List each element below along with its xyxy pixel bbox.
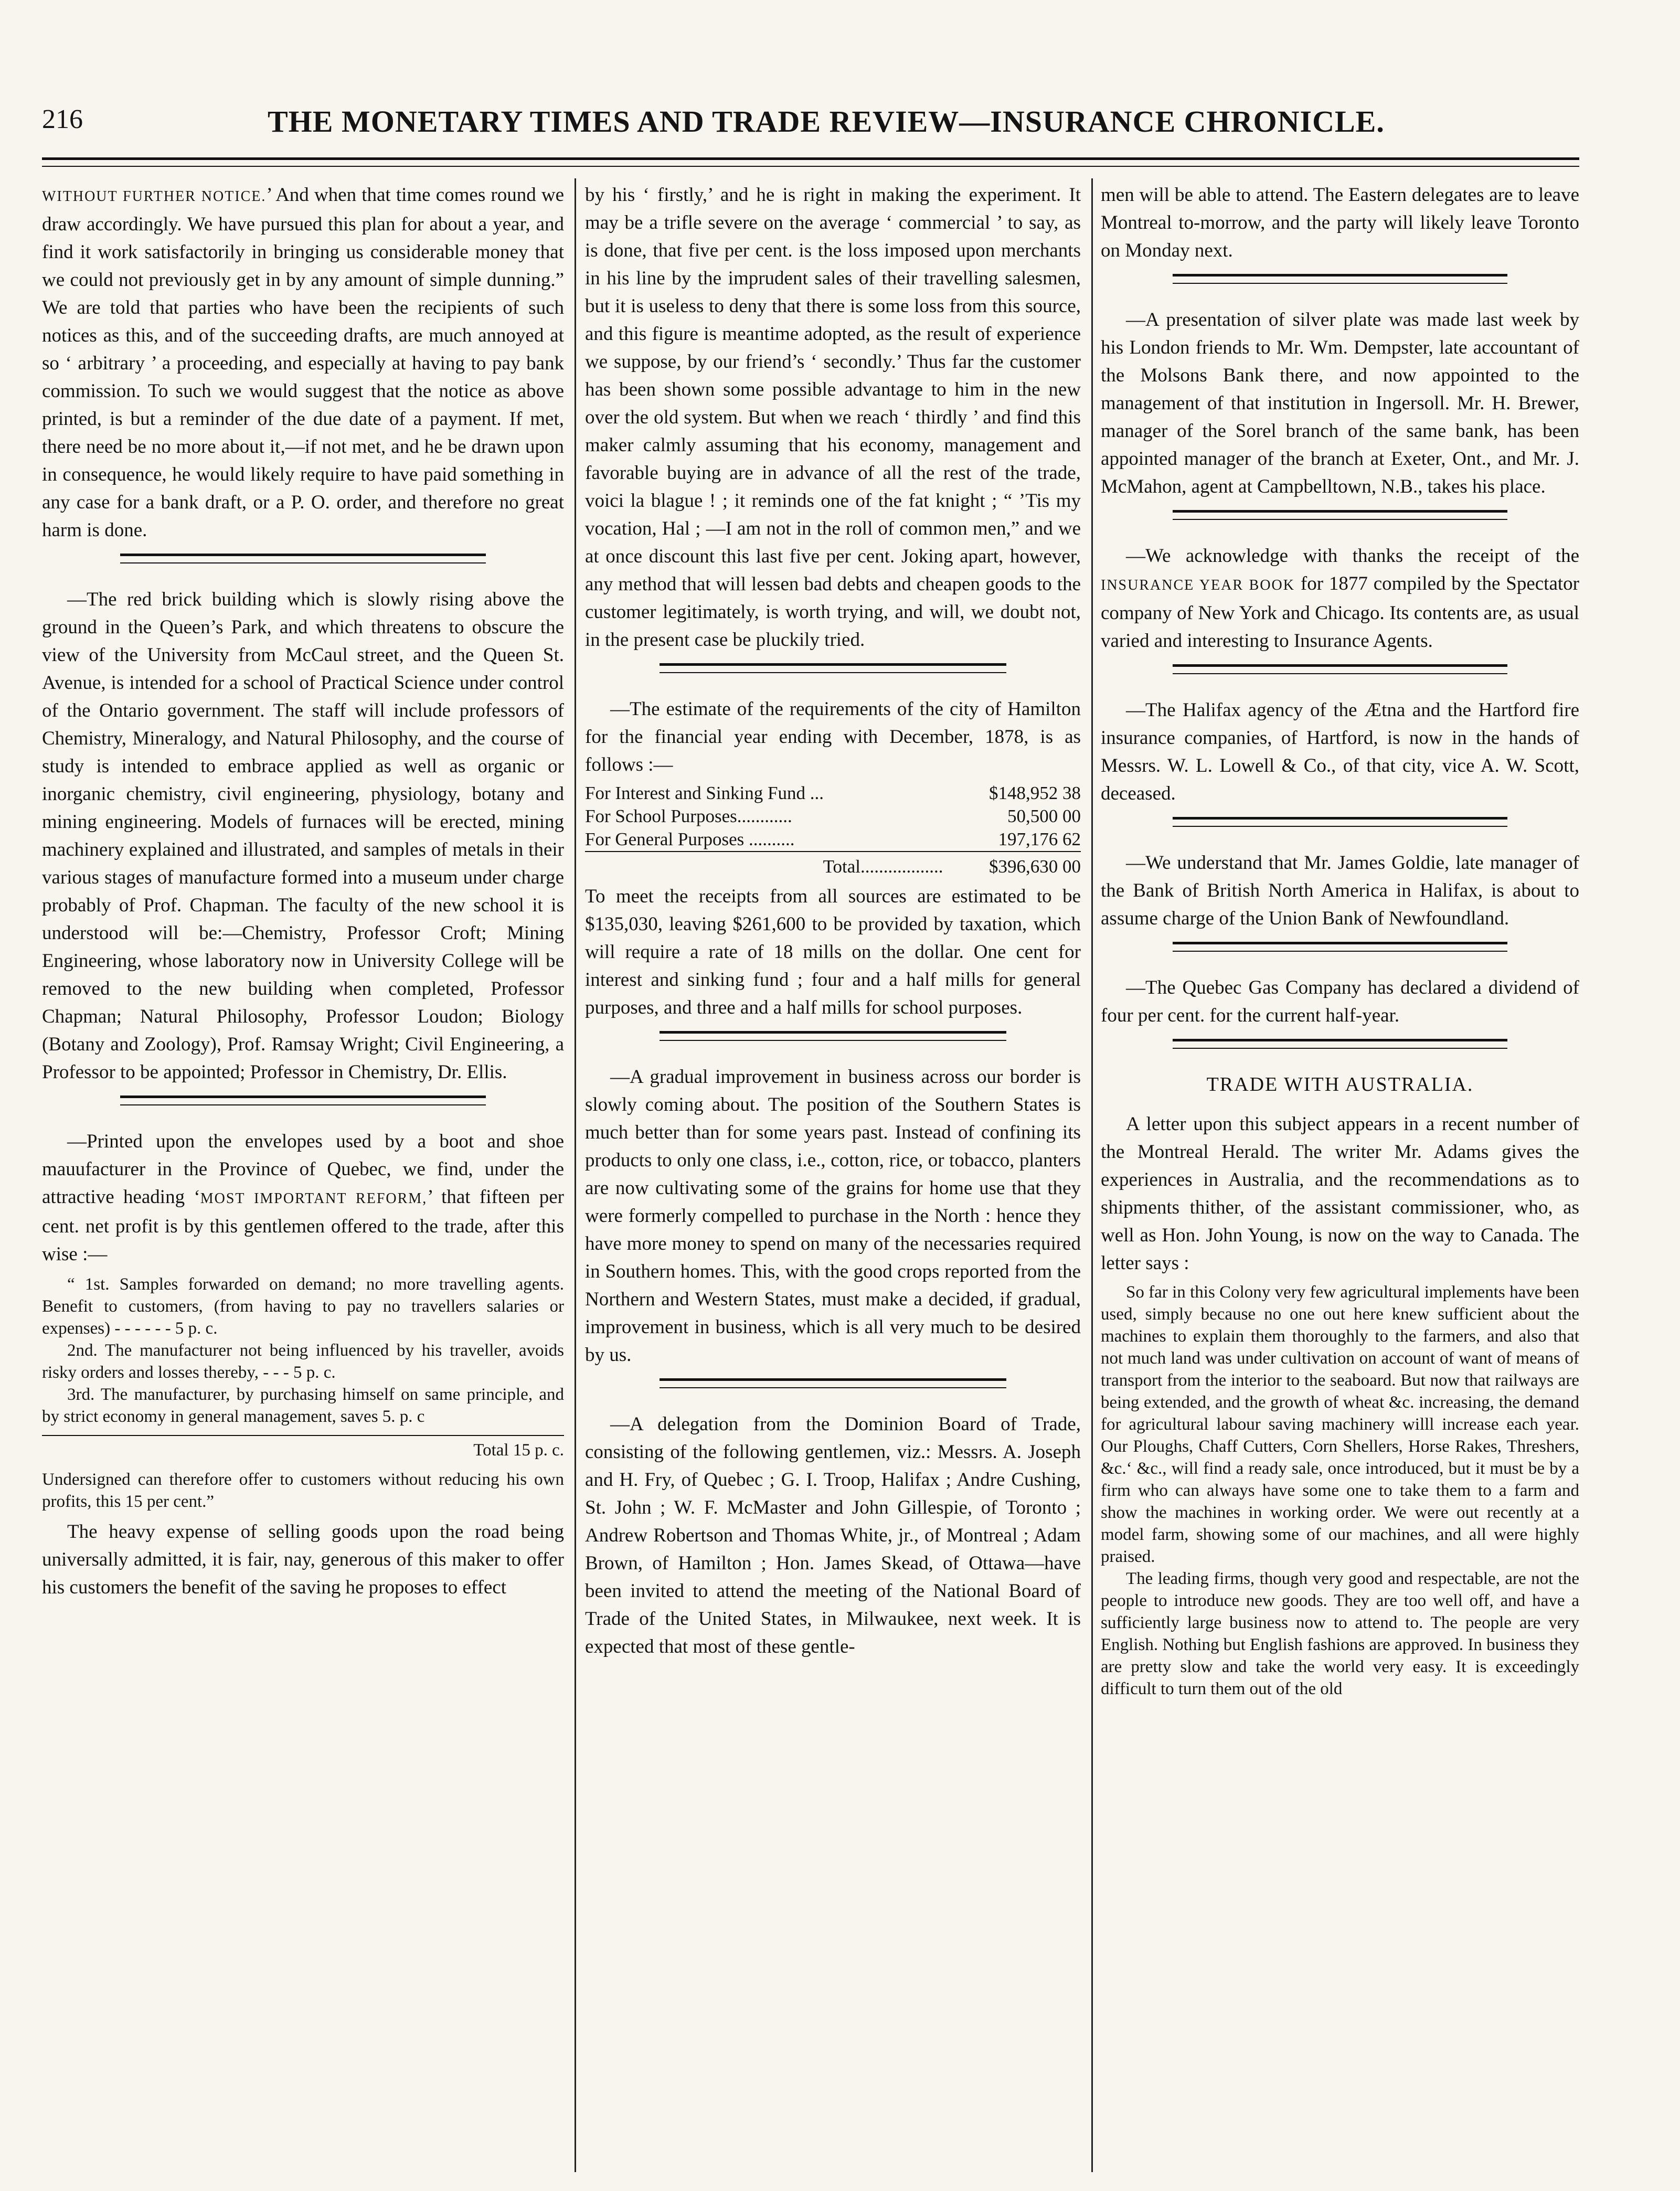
section-separator xyxy=(120,1096,486,1105)
table-row xyxy=(585,782,1081,805)
table-cell-amount: 50,500 00 xyxy=(1007,806,1081,826)
notice-item-value: - - - - - - 5 p. c. xyxy=(114,1319,218,1338)
article-paragraph: —The Quebec Gas Company has declared a dividend of four per cent. for the current half-year. xyxy=(1101,977,1579,1026)
notice-item xyxy=(42,1273,564,1339)
page-header xyxy=(42,93,1579,146)
section-separator xyxy=(1173,817,1507,827)
table-cell-amount: 197,176 62 xyxy=(998,829,1081,849)
notice-item: Undersigned can therefore offer to customers without reducing his own profits, this 15 per cent.” xyxy=(42,1470,564,1511)
section-separator xyxy=(1173,942,1507,952)
quoted-notice xyxy=(42,1273,564,1513)
column-1 xyxy=(42,181,564,2169)
letter-paragraph: So far in this Colony very few agricultural implements have been used, simply because no one out here knew sufficient about the machines to explain them thoroughly to the farmers, and also that not much land was under cultivation on account of want of means of transport from the interior to the seaboard. But now that railways are being extended, and the growth of wheat &c. increasing, the demand for agricultural labour saving machinery willl increase each year. Our Ploughs, Chaff Cutters, Corn Shellers, Horse Rakes, Threshers, &c.‘ &c., will find a ready sale, once introduced, but it must be by a firm who can always have some one to take them to a farm and show the machines in working order. We were out recently at a model farm, showing some of our machines, and all were highly praised. xyxy=(1101,1283,1579,1566)
section-separator xyxy=(1173,664,1507,674)
article-paragraph: —We understand that Mr. James Goldie, late manager of the Bank of British North America in Halifax, is about to assume charge of the Union Bank of Newfoundland. xyxy=(1101,852,1579,929)
paragraph-text: —Printed upon the envelopes used by a boot and shoe mauufacturer in the Province of Quebec, we find, under the attractive heading ‘ xyxy=(42,1131,564,1208)
table-cell-label: For General Purposes .......... xyxy=(585,829,795,849)
column-divider xyxy=(1091,178,1093,2172)
section-separator xyxy=(1173,1039,1507,1049)
small-caps-text: WITHOUT FURTHER NOTICE. xyxy=(42,188,267,205)
table-cell-amount: $148,952 38 xyxy=(989,783,1081,803)
article-paragraph xyxy=(1101,542,1579,655)
paragraph-text: —We acknowledge with thanks the receipt of the xyxy=(1126,545,1579,567)
article-paragraph: —The red brick building which is slowly rising above the ground in the Queen’s Park, and which threatens to obscure the view of the University from McCaul street, and the Queen St. Avenue, is intended for a school of Practical Science under control of the Ontario government. The staff will include professors of Chemistry, Mineralogy, and Natural Philosophy, and the course of study is intended to embrace applied as well as organic or inorganic chemistry, civil engineering, physiology, botany and mining engineering. Models of furnaces will be erected, mining machinery explained and illustrated, and samples of metals in their various stages of manufacture formed into a museum under charge probably of Prof. Chapman. The faculty of the new school it is understood will be:—Chemistry, Professor Croft; Mining Engineering, whose laboratory now in University College will be removed to the new building when completed, Professor Chapman; Natural Philosophy, Professor Loudon; Biology (Botany and Zoology), Prof. Ramsay Wright; Civil Engineering, a Professor to be appointed; Professor in Chemistry, Dr. Ellis. xyxy=(42,589,564,1083)
section-separator xyxy=(660,1031,1007,1041)
notice-item xyxy=(42,1339,564,1384)
table-cell-label: For Interest and Sinking Fund ... xyxy=(585,783,824,803)
column-divider xyxy=(575,178,576,2172)
article-paragraph: —The Halifax agency of the Ætna and the Hartford fire insurance companies, of Hartford, is now in the hands of Messrs. W. L. Lowell & Co., of that city, vice A. W. Scott, deceased. xyxy=(1101,699,1579,804)
section-heading: TRADE WITH AUSTRALIA. xyxy=(1206,1073,1474,1096)
paragraph-text: ’ that fifteen per cent. net profit is by this gentlemen offered to the trade, after this wise :— xyxy=(42,1186,564,1265)
header-rule-thin xyxy=(42,166,1579,167)
table-total-amount: $396,630 00 xyxy=(943,852,1081,878)
section-separator xyxy=(660,663,1007,673)
article-paragraph: men will be able to attend. The Eastern delegates are to leave Montreal to-morrow, and the party will likely leave Toronto on Monday next. xyxy=(1101,184,1579,261)
notice-item-text: 2nd. The manufacturer not being influenced by his traveller, avoids risky orders and losses thereby, xyxy=(42,1341,564,1382)
column-2 xyxy=(585,181,1081,2169)
article-paragraph: The heavy expense of selling goods upon the road being universally admitted, it is fair, nay, generous of this maker to offer his customers the benefit of the saving he proposes to effect xyxy=(42,1521,564,1598)
article-paragraph: —A gradual improvement in business across our border is slowly coming about. The position of the Southern States is much better than for some years past. Instead of confining its products to only one class, i.e., cotton, rice, or tobacco, planters are now cultivating some of the grains for home use that they were formerly compelled to purchase in the North : hence they have more money to spend on many of the necessaries required in Southern homes. This, with the good crops reported from the Northern and Western States, must make a decided, if gradual, improvement in business, which is all very much to be desired by us. xyxy=(585,1066,1081,1366)
notice-item: 3rd. The manufacturer, by purchasing himself on same principle, and by strict economy in general management, saves 5. p. c xyxy=(42,1385,564,1426)
quoted-letter xyxy=(1101,1281,1579,1700)
article-paragraph: —A delegation from the Dominion Board of Trade, consisting of the following gentlemen, viz.: Messrs. A. Joseph and H. Fry, of Quebec ; G. I. Troop, Halifax ; Andre Cushing, St. John ; W. F. McMaster and John Gillespie, of Toronto ; Andrew Robertson and Thomas White, jr., of Montreal ; Adam Brown, of Hamilton ; Hon. James Skead, of Ottawa—have been invited to attend the meeting of the National Board of Trade of the United States, in Milwaukee, next week. It is expected that most of these gentle- xyxy=(585,1413,1081,1657)
article-paragraph: by his ‘ firstly,’ and he is right in making the experiment. It may be a trifle severe on the average ‘ commercial ’ to say, as is done, that five per cent. is the loss imposed upon merchants in his line by the imprudent sales of their travelling salesmen, but it is useless to deny that there is some loss from this source, and this figure is meantime adopted, as the result of experience we suppose, by our friend’s ‘ secondly.’ Thus far the customer has been shown some possible advantage to him in the new over the old system. But when we reach ‘ thirdly ’ and find this maker calmly assuming that his economy, management and favorable buying are in advance of all the rest of the trade, voici la blague ! ; it reminds one of the fat knight ; “ ’Tis my vocation, Hal ; —I am not in the roll of common men,” and we at once discount this last five per cent. Joking apart, however, any method that will lessen bad debts and cheapen goods to the customer legitimately, is worth trying, and will, we doubt not, in the present case be pluckily tried. xyxy=(585,184,1081,651)
article-paragraph xyxy=(42,1128,564,1268)
page-number: 216 xyxy=(42,104,83,134)
section-separator xyxy=(120,554,486,563)
table-cell-label: For School Purposes............ xyxy=(585,806,792,826)
article-paragraph: A letter upon this subject appears in a recent number of the Montreal Herald. The writer Mr. Adams gives the experiences in Australia, and the recommendations as to shipments thither, of the assistant commissioner, who, as well as Hon. John Young, is now on the way to Canada. The letter says : xyxy=(1101,1113,1579,1274)
section-separator xyxy=(1173,510,1507,520)
table-total-row xyxy=(585,852,1081,878)
article-paragraph xyxy=(42,181,564,544)
table-row xyxy=(585,805,1081,828)
paragraph-text: ’ And when that time comes round we draw accordingly. We have pursued this plan for about a year, and find it work satisfactorily in bringing us considerable money that we could not previously get in by any amount of simple dunning.” We are told that parties who have been the recipients of such notices as this, and of the succeeding drafts, are much annoyed at so ‘ arbitrary ’ a proceeding, and especially at having to pay bank commission. To such we would suggest that the notice as above printed, is but a reminder of the due date of a payment. If met, there need be no more about it,—if not met, and he be drawn upon in consequence, he would likely require to have paid something in any case for a bank draft, or a P. O. order, and therefore no great harm is done. xyxy=(42,184,564,541)
hamilton-estimates-table xyxy=(585,782,1081,878)
header-rule-thick xyxy=(42,157,1579,160)
table-row xyxy=(585,828,1081,852)
running-title: THE MONETARY TIMES AND TRADE REVIEW—INSURANCE CHRONICLE. xyxy=(268,104,1385,139)
notice-item-text: “ 1st. Samples forwarded on demand; no more travelling agents. Benefit to customers, (from having to pay no travellers salaries or expenses) xyxy=(42,1275,564,1338)
notice-total: Total 15 p. c. xyxy=(42,1435,564,1461)
section-separator xyxy=(660,1378,1007,1388)
small-caps-text: INSURANCE YEAR BOOK xyxy=(1101,577,1295,593)
small-caps-text: MOST IMPORTANT REFORM, xyxy=(200,1190,428,1207)
article-paragraph: —The estimate of the requirements of the city of Hamilton for the financial year ending with December, 1878, is as follows :— xyxy=(585,698,1081,775)
notice-item-value: - - - 5 p. c. xyxy=(263,1363,336,1382)
table-total-label: Total.................. xyxy=(585,852,943,878)
column-3 xyxy=(1101,181,1579,2169)
paragraph-text: for 1877 compiled by the Spectator company of New York and Chicago. Its contents are, as usual varied and interesting to Insurance Agents. xyxy=(1101,573,1579,652)
section-separator xyxy=(1173,274,1507,284)
article-paragraph: To meet the receipts from all sources are estimated to be $135,030, leaving $261,600 to be provided by taxation, which will require a rate of 18 mills on the dollar. One cent for interest and sinking fund ; four and a half mills for general purposes, and three and a half mills for school purposes. xyxy=(585,886,1081,1018)
article-paragraph: —A presentation of silver plate was made last week by his London friends to Mr. Wm. Dempster, late accountant of the Molsons Bank there, and now appointed to the management of that institution in Ingersoll. Mr. H. Brewer, manager of the Sorel branch of the same bank, has been appointed manager of the branch at Exeter, Ont., and Mr. J. McMahon, agent at Campbelltown, N.B., takes his place. xyxy=(1101,309,1579,497)
letter-paragraph: The leading firms, though very good and respectable, are not the people to introduce new goods. They are too well off, and have a sufficiently large business now to attend to. The people are very English. Nothing but English fashions are approved. In business they are pretty slow and take the world very easy. It is exceedingly difficult to turn them out of the old xyxy=(1101,1569,1579,1698)
